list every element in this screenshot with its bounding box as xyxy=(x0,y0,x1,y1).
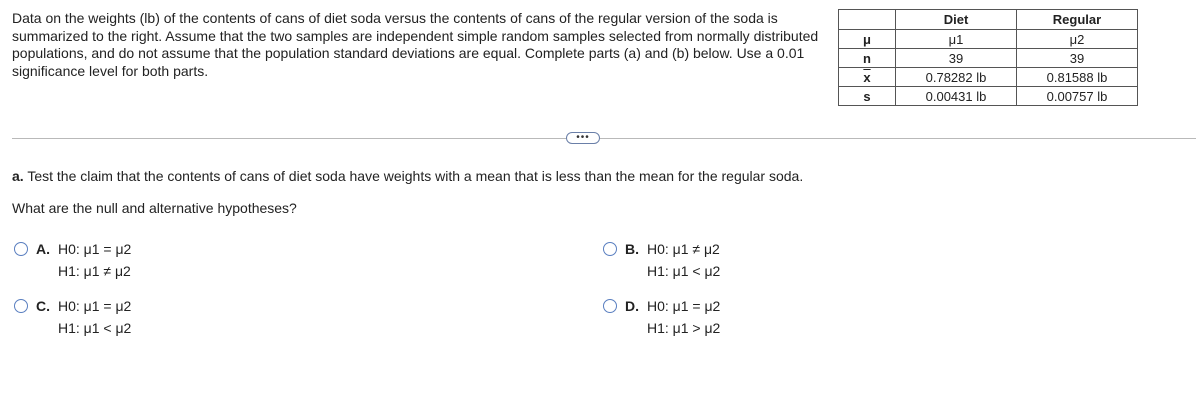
cell-diet-s: 0.00431 lb xyxy=(896,87,1017,106)
option-a-letter: A. xyxy=(36,241,50,257)
row-label-mu: μ xyxy=(839,30,896,49)
problem-intro: Data on the weights (lb) of the contents of cans of diet soda versus the contents of cans of the regular version of the soda is summarized to the right. Assume that the two samples are independent simple random samples selected from normally distributed populations, and do not assume that the population standard deviations are equal. Complete parts (a) and (b) below. Use a 0.01 significance level for both parts. xyxy=(12,10,819,79)
cell-regular-s: 0.00757 lb xyxy=(1017,87,1138,106)
radio-button-b[interactable] xyxy=(603,242,617,256)
option-b[interactable] xyxy=(603,240,823,284)
column-header-diet: Diet xyxy=(896,10,1017,30)
expand-more-button[interactable]: ••• xyxy=(566,132,600,144)
cell-regular-mu: μ2 xyxy=(1017,30,1138,49)
question-text: What are the null and alternative hypotheses? xyxy=(12,200,297,216)
option-d-alternative-hypothesis: H1: μ1 > μ2 xyxy=(647,320,721,336)
cell-regular-xbar: 0.81588 lb xyxy=(1017,68,1138,87)
part-a-prompt xyxy=(12,168,803,184)
row-label-xbar: x xyxy=(839,68,896,87)
option-c[interactable] xyxy=(14,297,234,341)
option-a-alternative-hypothesis: H1: μ1 ≠ μ2 xyxy=(58,263,131,279)
table-row xyxy=(839,87,1138,106)
part-a-label: a. xyxy=(12,168,24,184)
section-divider xyxy=(12,138,1196,139)
option-b-alternative-hypothesis: H1: μ1 < μ2 xyxy=(647,263,721,279)
table-corner xyxy=(839,10,896,30)
option-d[interactable] xyxy=(603,297,823,341)
cell-diet-n: 39 xyxy=(896,49,1017,68)
option-a-null-hypothesis: H0: μ1 = μ2 xyxy=(58,241,132,257)
cell-diet-xbar: 0.78282 lb xyxy=(896,68,1017,87)
option-c-null-hypothesis: H0: μ1 = μ2 xyxy=(58,298,132,314)
part-a-text: Test the claim that the contents of cans of diet soda have weights with a mean that is less than the mean for the regular soda. xyxy=(27,168,804,184)
option-b-letter: B. xyxy=(625,241,639,257)
option-b-null-hypothesis: H0: μ1 ≠ μ2 xyxy=(647,241,720,257)
option-a[interactable] xyxy=(14,240,234,284)
option-d-null-hypothesis: H0: μ1 = μ2 xyxy=(647,298,721,314)
cell-regular-n: 39 xyxy=(1017,49,1138,68)
option-c-alternative-hypothesis: H1: μ1 < μ2 xyxy=(58,320,132,336)
column-header-regular: Regular xyxy=(1017,10,1138,30)
cell-diet-mu: μ1 xyxy=(896,30,1017,49)
radio-button-a[interactable] xyxy=(14,242,28,256)
radio-button-d[interactable] xyxy=(603,299,617,313)
radio-button-c[interactable] xyxy=(14,299,28,313)
option-d-letter: D. xyxy=(625,298,639,314)
summary-table xyxy=(838,9,1138,106)
table-row xyxy=(839,30,1138,49)
row-label-s: s xyxy=(839,87,896,106)
table-row xyxy=(839,68,1138,87)
table-header-row xyxy=(839,10,1138,30)
row-label-n: n xyxy=(839,49,896,68)
option-c-letter: C. xyxy=(36,298,50,314)
table-row xyxy=(839,49,1138,68)
